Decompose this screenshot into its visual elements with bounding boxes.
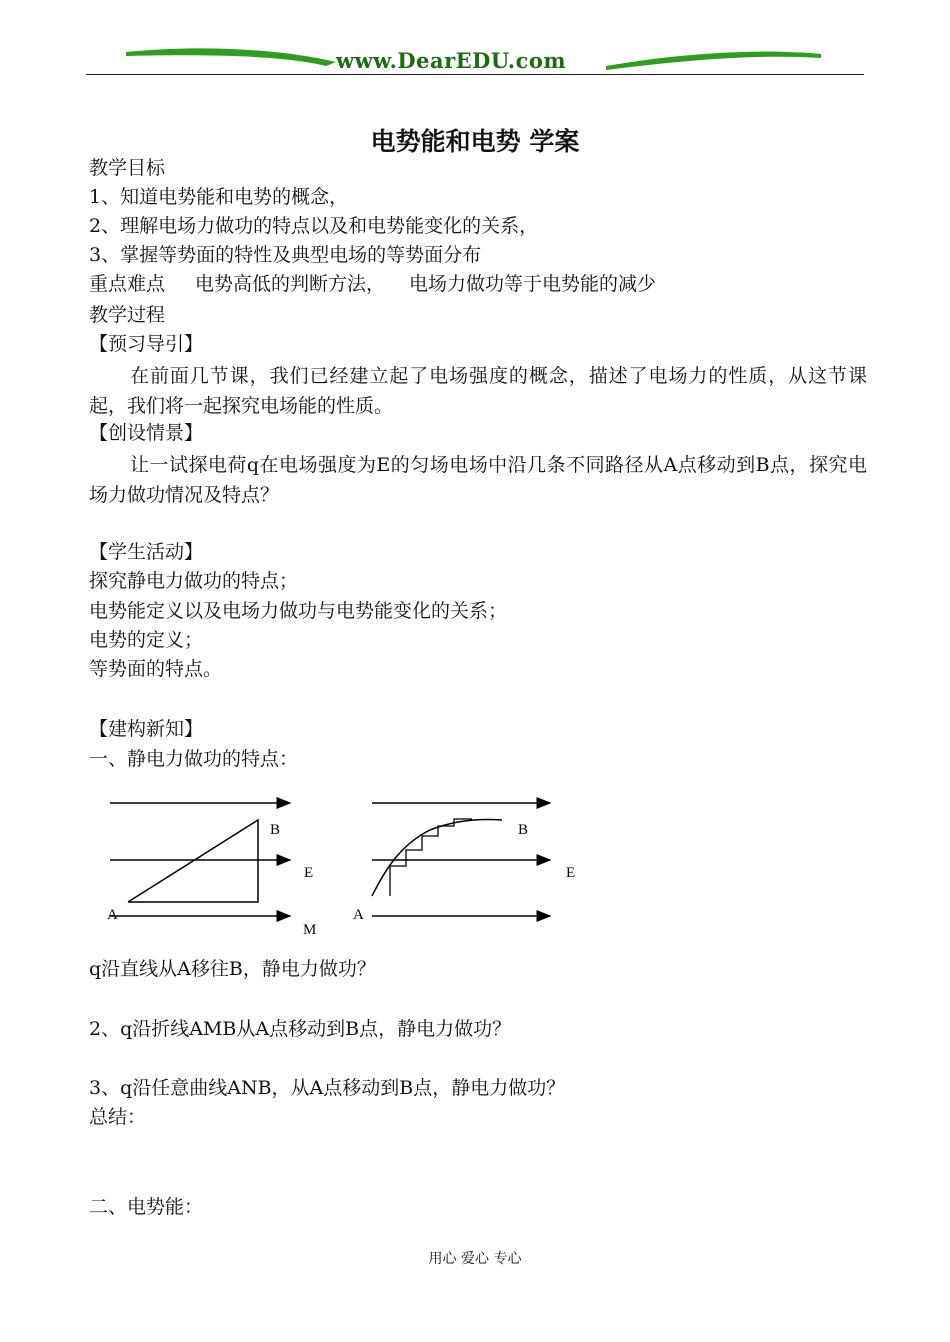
objectives-heading: 教学目标 [89, 157, 166, 179]
activity-4: 等势面的特点。 [89, 658, 223, 680]
triangle-path [128, 820, 258, 902]
new-knowledge-heading: 【建构新知】 [89, 718, 204, 740]
question-3: 3、q沿任意曲线ANB，从A点移动到B点，静电力做功？ [89, 1077, 566, 1099]
key-point-2: 电场力做功等于电势能的减少 [409, 273, 657, 295]
question-1: q沿直线从A移往B，静电力做功？ [89, 958, 376, 980]
section-2-heading: 二、电势能： [89, 1196, 204, 1218]
activity-heading: 【学生活动】 [89, 541, 204, 563]
preview-paragraph: 在前面几节课，我们已经建立起了电场强度的概念，描述了电场力的性质，从这节课起，我们将一起探究电场能的性质。 [89, 365, 867, 417]
header-rule [86, 74, 864, 75]
left-diagram [107, 803, 316, 938]
key-points-label: 重点难点 [89, 273, 166, 295]
activity-1: 探究静电力做功的特点； [89, 570, 299, 592]
label-b: B [270, 822, 281, 838]
label-m: M [303, 922, 317, 938]
label-b-right: B [518, 822, 529, 838]
objective-1: 1、知道电势能和电势的概念， [89, 186, 349, 208]
activity-3: 电势的定义； [89, 629, 204, 651]
step-path [390, 819, 472, 896]
process-heading: 教学过程 [89, 304, 166, 326]
label-a-right: A [353, 907, 364, 923]
activity-2: 电势能定义以及电场力做功与电势能变化的关系； [89, 600, 508, 622]
label-e: E [304, 865, 314, 881]
label-e-right: E [566, 865, 576, 881]
summary-label: 总结： [89, 1106, 147, 1128]
site-logo-text[interactable]: www.DearEDU.com [336, 48, 567, 73]
key-points-line [89, 272, 656, 296]
label-a: A [107, 907, 118, 923]
scenario-paragraph: 让一试探电荷q在电场强度为E的匀场电场中沿几条不同路径从A点移动到B点，探究电场力做功情况及特点？ [89, 454, 867, 506]
field-work-figure [100, 790, 580, 950]
preview-heading: 【预习导引】 [89, 333, 204, 355]
question-2: 2、q沿折线AMB从A点移动到B点，静电力做功？ [89, 1018, 512, 1040]
key-point-1: 电势高低的判断方法， [195, 273, 386, 295]
scenario-heading: 【创设情景】 [89, 422, 204, 444]
objective-2: 2、理解电场力做功的特点以及和电势能变化的关系， [89, 215, 539, 237]
right-diagram [353, 803, 575, 923]
page-footer: 用心 爱心 专心 [428, 1251, 522, 1267]
curved-path [372, 819, 502, 896]
objective-3: 3、掌握等势面的特性及典型电场的等势面分布 [89, 244, 482, 266]
section-1-heading: 一、静电力做功的特点： [89, 748, 299, 770]
page-title: 电势能和电势 学案 [370, 127, 580, 156]
